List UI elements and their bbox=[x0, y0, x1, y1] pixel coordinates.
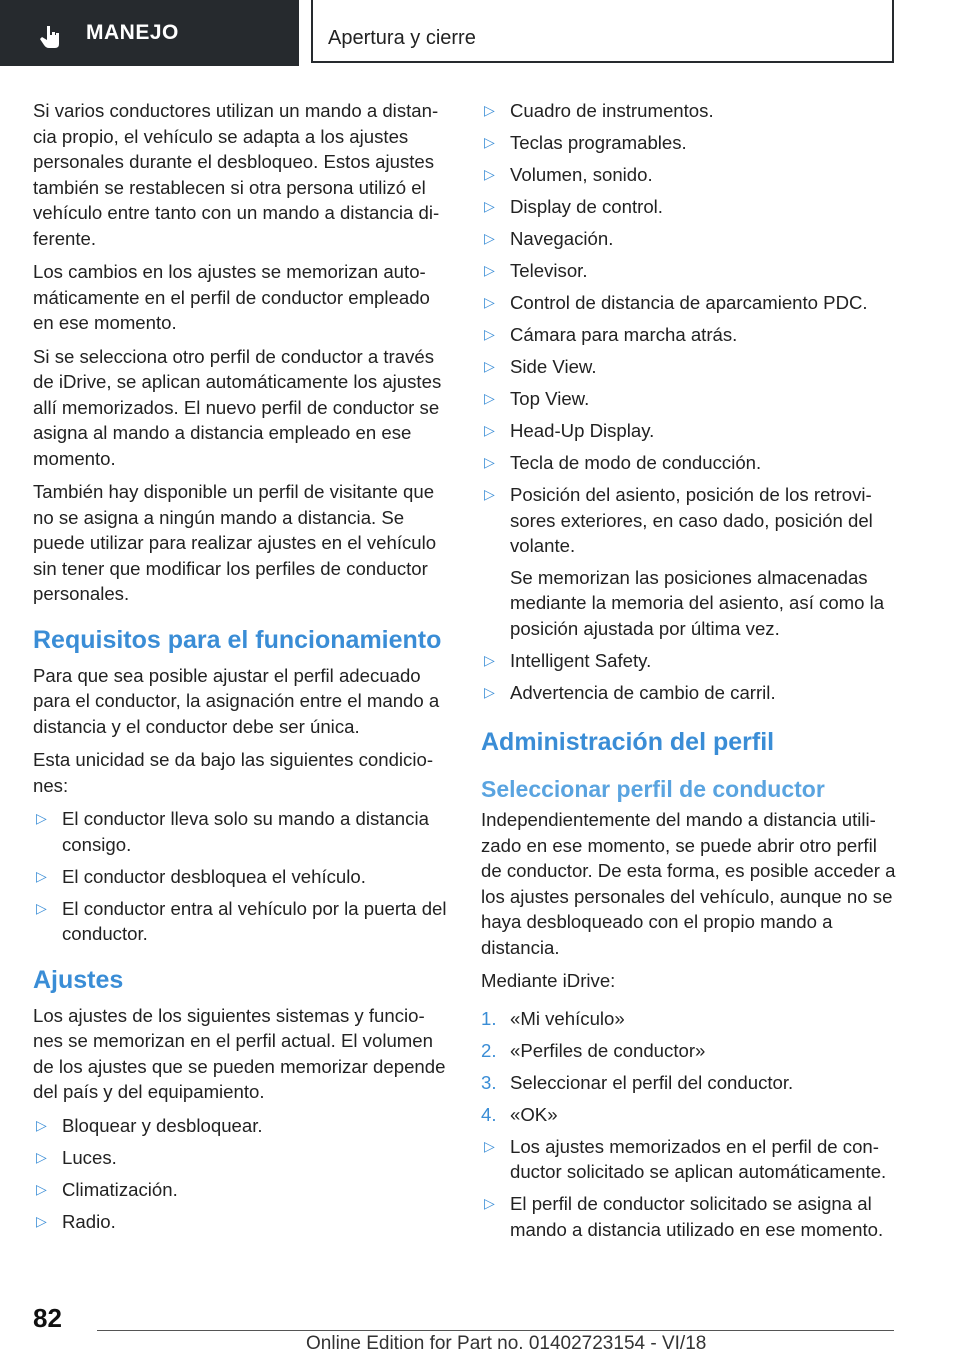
triangle-bullet-icon: ▷ bbox=[484, 486, 495, 502]
list-item: ▷ Volumen, sonido. bbox=[481, 162, 899, 188]
chapter-title-box bbox=[311, 0, 894, 63]
step-item: 3. Seleccionar el perfil del conductor. bbox=[481, 1071, 794, 1093]
section-tab bbox=[0, 0, 299, 66]
list-item: ▷ Cuadro de instrumentos. bbox=[481, 98, 899, 124]
triangle-bullet-icon: ▷ bbox=[484, 1195, 495, 1211]
triangle-bullet-icon: ▷ bbox=[36, 810, 47, 826]
right-column bbox=[481, 98, 899, 1249]
paragraph: También hay disponible un perfil de visitante que no se asigna a ningún mando a distancia. Se puede utilizar para realizar ajustes en el vehículo sin tener que modificar los perfiles de conductor personales. bbox=[33, 481, 437, 604]
list-item: ▷ Televisor. bbox=[481, 258, 899, 284]
triangle-bullet-icon: ▷ bbox=[484, 134, 495, 150]
triangle-bullet-icon: ▷ bbox=[484, 230, 495, 246]
triangle-bullet-icon: ▷ bbox=[484, 358, 495, 374]
triangle-bullet-icon: ▷ bbox=[484, 422, 495, 438]
list-item-note: Se memorizan las posiciones almacenadas mediante la memoria del asiento, así como la posición ajustada por última vez. bbox=[510, 566, 885, 639]
section-heading-profile-admin: Administración del perfil bbox=[481, 728, 775, 756]
paragraph: Independientemente del mando a distancia utilizado en ese momento, se puede abrir otro perfil de conductor. De esta forma, es posible acceder a los ajustes personales del vehículo, aunque no se haya desbloqueado con el propio mando a distancia. bbox=[481, 809, 896, 958]
triangle-bullet-icon: ▷ bbox=[484, 294, 495, 310]
paragraph: Para que sea posible ajustar el perfil adecuado para el conductor, la asignación entre el mando a distancia y el conductor debe ser única. bbox=[33, 664, 440, 737]
list-item: ▷ Control de distancia de aparcamiento PDC. bbox=[481, 290, 899, 316]
page-number: 82 bbox=[33, 1303, 62, 1333]
list-item: ▷ El conductor desbloquea el vehículo. bbox=[33, 864, 448, 890]
list-item: ▷ Radio. bbox=[33, 1209, 448, 1235]
triangle-bullet-icon: ▷ bbox=[484, 651, 495, 668]
edition-footer: Online Edition for Part no. 01402723154 - VI/18 bbox=[306, 1333, 707, 1354]
triangle-bullet-icon: ▷ bbox=[36, 1212, 47, 1229]
paragraph: Los ajustes de los siguientes sistemas y funciones se memorizan en el perfil actual. El volumen de los ajustes que se pueden memorizar depende del país y del equipamiento. bbox=[33, 1004, 446, 1102]
paragraph: Los cambios en los ajustes se memorizan automáticamente en el perfil de conductor empleado en ese momento. bbox=[33, 261, 430, 333]
section-heading-requirements: Requisitos para el funcionamiento bbox=[33, 625, 442, 654]
paragraph: Si varios conductores utilizan un mando a distancia propio, el vehículo se adapta a los ajustes personales durante el desbloqueo. Estos ajustes también se restablecen si otra persona utilizó el vehículo entre tanto con un mando a distancia diferente. bbox=[33, 100, 440, 249]
list-item: ▷ Side View. bbox=[481, 354, 899, 380]
triangle-bullet-icon: ▷ bbox=[36, 1116, 47, 1133]
triangle-bullet-icon: ▷ bbox=[484, 454, 495, 470]
triangle-bullet-icon: ▷ bbox=[36, 899, 47, 916]
requirements-list bbox=[33, 806, 448, 947]
list-item: ▷ Advertencia de cambio de carril. bbox=[481, 680, 899, 706]
triangle-bullet-icon: ▷ bbox=[484, 102, 495, 118]
paragraph: Si se selecciona otro perfil de conductor a través de iDrive, se aplican automáticamente los ajustes allí memorizados. El nuevo perfil de conductor se asigna al mando a distancia empleado en ese momento. bbox=[33, 345, 442, 469]
triangle-bullet-icon: ▷ bbox=[484, 262, 495, 278]
settings-list bbox=[33, 1113, 448, 1235]
triangle-bullet-icon: ▷ bbox=[484, 683, 495, 700]
triangle-bullet-icon: ▷ bbox=[484, 390, 495, 406]
list-item: ▷ Bloquear y desbloquear. bbox=[33, 1113, 448, 1139]
section-label: MANEJO bbox=[86, 21, 179, 44]
list-item: ▷ Head-Up Display. bbox=[481, 418, 899, 444]
list-item: ▷ El conductor lleva solo su mando a distancia consigo. bbox=[36, 808, 429, 855]
list-item: ▷ Top View. bbox=[481, 386, 899, 412]
triangle-bullet-icon: ▷ bbox=[36, 1148, 47, 1165]
triangle-bullet-icon: ▷ bbox=[36, 867, 47, 884]
triangle-bullet-icon: ▷ bbox=[484, 166, 495, 182]
list-item: ▷ Teclas programables. bbox=[481, 130, 899, 156]
step-item: 2. «Perfiles de conductor» bbox=[481, 1039, 706, 1061]
section-heading-settings: Ajustes bbox=[33, 965, 124, 994]
list-item: ▷ Intelligent Safety. bbox=[481, 648, 899, 674]
footer-divider bbox=[97, 1330, 894, 1331]
left-column bbox=[33, 98, 448, 1241]
list-item: ▷ Climatización. bbox=[33, 1177, 448, 1203]
steps-list bbox=[481, 1006, 899, 1128]
list-item: ▷ El conductor entra al vehículo por la puerta del conductor. bbox=[36, 897, 447, 944]
paragraph: Esta unicidad se da bajo las siguientes condiciones: bbox=[33, 749, 434, 796]
list-item: ▷ Tecla de modo de conducción. bbox=[481, 450, 899, 476]
list-item: ▷ Luces. bbox=[33, 1145, 448, 1171]
list-item: ▷ El perfil de conductor solicitado se asigna al mando a distancia utilizado en ese momento. bbox=[484, 1193, 884, 1240]
triangle-bullet-icon: ▷ bbox=[36, 1180, 47, 1197]
list-item: ▷ Los ajustes memorizados en el perfil de conductor solicitado se aplican automáticamente. bbox=[484, 1135, 887, 1182]
chapter-title: Apertura y cierre bbox=[328, 27, 476, 49]
list-item-seat-position: ▷ Posición del asiento, posición de los retrovisores exteriores, en caso dado, posición del volante. Se memorizan las posiciones almacenadas mediante la memoria del asiento, así como la posición ajustada por última vez. bbox=[481, 482, 899, 641]
triangle-bullet-icon: ▷ bbox=[484, 326, 495, 342]
triangle-bullet-icon: ▷ bbox=[484, 198, 495, 214]
list-item: ▷ Navegación. bbox=[481, 226, 899, 252]
list-item: ▷ Cámara para marcha atrás. bbox=[481, 322, 899, 348]
paragraph: Mediante iDrive: bbox=[481, 970, 616, 991]
hand-pointer-icon bbox=[38, 24, 64, 50]
result-list bbox=[481, 1134, 899, 1243]
step-item: 4. «OK» bbox=[481, 1103, 558, 1125]
settings-list-continued bbox=[481, 98, 899, 705]
list-item: ▷ Display de control. bbox=[481, 194, 899, 220]
step-item: 1. «Mi vehículo» bbox=[481, 1007, 625, 1029]
page-header bbox=[0, 0, 960, 66]
triangle-bullet-icon: ▷ bbox=[484, 1137, 495, 1154]
subsection-heading-select-profile: Seleccionar perfil de conductor bbox=[481, 776, 825, 802]
